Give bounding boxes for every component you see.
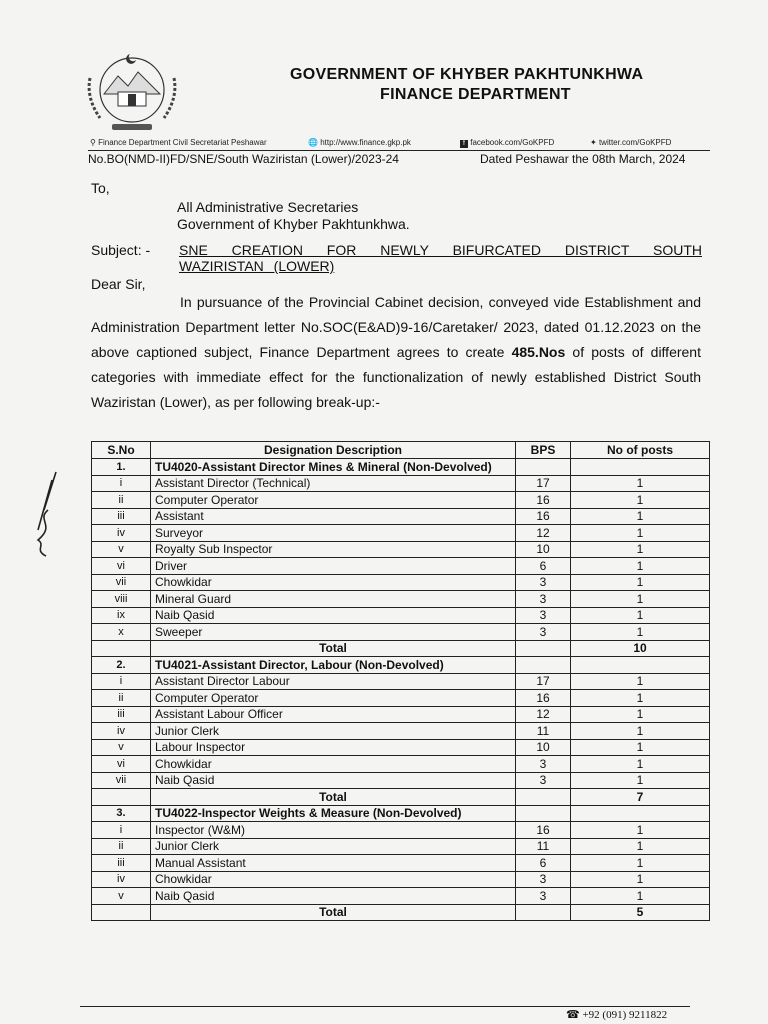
row-sno: iv xyxy=(92,871,151,888)
table-row xyxy=(92,888,710,905)
salutation: Dear Sir, xyxy=(91,276,146,292)
facebook-text: facebook.com/GoKPFD xyxy=(470,138,555,147)
header-department-title: FINANCE DEPARTMENT xyxy=(380,86,571,103)
row-posts: 1 xyxy=(571,574,710,591)
table-row xyxy=(92,541,710,558)
header-divider xyxy=(88,150,710,151)
twitter-icon: ✦ xyxy=(590,138,597,147)
row-sno: v xyxy=(92,541,151,558)
table-row xyxy=(92,772,710,789)
row-bps: 3 xyxy=(516,574,571,591)
row-posts: 1 xyxy=(571,756,710,773)
row-posts: 1 xyxy=(571,673,710,690)
row-sno: ix xyxy=(92,607,151,624)
row-designation: Computer Operator xyxy=(151,690,516,707)
row-bps: 11 xyxy=(516,723,571,740)
total-row xyxy=(92,904,710,921)
row-sno: ii xyxy=(92,838,151,855)
table-row xyxy=(92,558,710,575)
row-posts: 1 xyxy=(571,690,710,707)
row-posts: 1 xyxy=(571,624,710,641)
row-sno: ii xyxy=(92,690,151,707)
total-label: Total xyxy=(151,904,516,921)
twitter-row xyxy=(590,138,671,147)
dated-text: Dated Peshawar the 08th March, 2024 xyxy=(480,152,686,166)
row-posts: 1 xyxy=(571,508,710,525)
recipient-line2: Government of Khyber Pakhtunkhwa. xyxy=(177,216,410,232)
posts-breakup-table xyxy=(91,441,710,921)
address-text: Finance Department Civil Secretariat Peshawar xyxy=(98,138,267,147)
row-posts: 1 xyxy=(571,475,710,492)
row-designation: Computer Operator xyxy=(151,492,516,509)
table-row xyxy=(92,475,710,492)
row-designation: Naib Qasid xyxy=(151,888,516,905)
reference-number: No.BO(NMD-II)FD/SNE/South Waziristan (Lower)/2023-24 xyxy=(88,152,399,166)
row-sno: i xyxy=(92,475,151,492)
row-designation: Surveyor xyxy=(151,525,516,542)
table-row xyxy=(92,838,710,855)
row-sno: i xyxy=(92,822,151,839)
twitter-text: twitter.com/GoKPFD xyxy=(598,138,672,147)
section-posts-empty xyxy=(571,657,710,674)
table-row xyxy=(92,822,710,839)
row-bps: 16 xyxy=(516,508,571,525)
row-bps: 3 xyxy=(516,756,571,773)
section-row xyxy=(92,805,710,822)
row-bps: 3 xyxy=(516,888,571,905)
total-label: Total xyxy=(151,789,516,806)
row-sno: iii xyxy=(92,706,151,723)
section-bps-empty xyxy=(516,657,571,674)
row-designation: Mineral Guard xyxy=(151,591,516,608)
table-row xyxy=(92,723,710,740)
footer-phone xyxy=(566,1008,667,1021)
table-row xyxy=(92,492,710,509)
subject-text: SNE CREATION FOR NEWLY BIFURCATED DISTRICT SOUTH WAZIRISTAN (LOWER) xyxy=(179,242,702,274)
row-posts: 1 xyxy=(571,739,710,756)
phone-icon: ☎ xyxy=(566,1009,580,1021)
total-bps-empty xyxy=(516,640,571,657)
row-sno: vi xyxy=(92,558,151,575)
total-bps-empty xyxy=(516,789,571,806)
row-posts: 1 xyxy=(571,772,710,789)
row-bps: 16 xyxy=(516,822,571,839)
subject-label: Subject: - xyxy=(91,242,151,258)
row-posts: 1 xyxy=(571,838,710,855)
table-row xyxy=(92,855,710,872)
row-bps: 3 xyxy=(516,607,571,624)
total-bps-empty xyxy=(516,904,571,921)
row-designation: Chowkidar xyxy=(151,756,516,773)
total-sno-empty xyxy=(92,904,151,921)
section-row xyxy=(92,459,710,476)
row-bps: 16 xyxy=(516,492,571,509)
total-sno-empty xyxy=(92,789,151,806)
row-sno: iii xyxy=(92,855,151,872)
section-row xyxy=(92,657,710,674)
row-sno: iv xyxy=(92,723,151,740)
header-sno: S.No xyxy=(92,442,151,459)
header-government-title: GOVERNMENT OF KHYBER PAKHTUNKHWA xyxy=(290,66,644,83)
signature-icon xyxy=(26,470,66,560)
row-bps: 3 xyxy=(516,624,571,641)
row-designation: Manual Assistant xyxy=(151,855,516,872)
row-designation: Driver xyxy=(151,558,516,575)
section-title: TU4021-Assistant Director, Labour (Non-Devolved) xyxy=(151,657,516,674)
table-row xyxy=(92,690,710,707)
body-text-end: of posts of different categories with immediate effect for the functionalization of newly established District South Waziristan (Lower), as per following break-up:- xyxy=(91,344,701,410)
emblem-icon xyxy=(82,48,182,138)
table-row xyxy=(92,607,710,624)
body-text-start: In pursuance of the Provincial Cabinet decision, conveyed vide Establishment and Administration Department letter No.SOC(E&AD)9-16/Caretaker/ 2023, dated 01.12.2023 on the above captioned subject, Finance Department agrees to create xyxy=(91,294,701,360)
total-row xyxy=(92,640,710,657)
row-posts: 1 xyxy=(571,723,710,740)
posts-count: 485.Nos xyxy=(511,344,566,360)
row-bps: 10 xyxy=(516,541,571,558)
row-designation: Assistant Labour Officer xyxy=(151,706,516,723)
row-sno: vii xyxy=(92,574,151,591)
row-designation: Junior Clerk xyxy=(151,723,516,740)
row-bps: 17 xyxy=(516,475,571,492)
website-text: http://www.finance.gkp.pk xyxy=(320,138,411,147)
total-posts: 5 xyxy=(571,904,710,921)
row-posts: 1 xyxy=(571,871,710,888)
row-designation: Inspector (W&M) xyxy=(151,822,516,839)
section-title: TU4022-Inspector Weights & Measure (Non-Devolved) xyxy=(151,805,516,822)
table-row xyxy=(92,591,710,608)
row-bps: 16 xyxy=(516,690,571,707)
row-posts: 1 xyxy=(571,855,710,872)
row-designation: Junior Clerk xyxy=(151,838,516,855)
row-sno: iv xyxy=(92,525,151,542)
row-posts: 1 xyxy=(571,822,710,839)
total-sno-empty xyxy=(92,640,151,657)
row-sno: iii xyxy=(92,508,151,525)
row-bps: 12 xyxy=(516,525,571,542)
row-designation: Labour Inspector xyxy=(151,739,516,756)
row-sno: x xyxy=(92,624,151,641)
table-row xyxy=(92,706,710,723)
table-row xyxy=(92,756,710,773)
row-posts: 1 xyxy=(571,706,710,723)
total-posts: 10 xyxy=(571,640,710,657)
row-bps: 17 xyxy=(516,673,571,690)
location-pin-icon: ⚲ xyxy=(90,138,96,147)
row-posts: 1 xyxy=(571,591,710,608)
footer-divider xyxy=(80,1006,690,1007)
row-bps: 6 xyxy=(516,855,571,872)
row-sno: v xyxy=(92,888,151,905)
table-row xyxy=(92,508,710,525)
globe-icon: 🌐 xyxy=(308,138,318,147)
total-label: Total xyxy=(151,640,516,657)
section-title: TU4020-Assistant Director Mines & Mineral (Non-Devolved) xyxy=(151,459,516,476)
row-bps: 12 xyxy=(516,706,571,723)
facebook-row xyxy=(460,138,554,148)
row-bps: 6 xyxy=(516,558,571,575)
row-designation: Naib Qasid xyxy=(151,772,516,789)
row-designation: Chowkidar xyxy=(151,871,516,888)
row-posts: 1 xyxy=(571,888,710,905)
table-row xyxy=(92,673,710,690)
government-emblem xyxy=(82,48,182,138)
row-sno: viii xyxy=(92,591,151,608)
row-bps: 3 xyxy=(516,772,571,789)
recipient-line1: All Administrative Secretaries xyxy=(177,199,359,215)
section-bps-empty xyxy=(516,459,571,476)
header-designation: Designation Description xyxy=(151,442,516,459)
row-bps: 10 xyxy=(516,739,571,756)
phone-text: +92 (091) 9211822 xyxy=(582,1009,668,1021)
row-designation: Sweeper xyxy=(151,624,516,641)
section-bps-empty xyxy=(516,805,571,822)
row-posts: 1 xyxy=(571,541,710,558)
section-number: 3. xyxy=(92,805,151,822)
section-number: 2. xyxy=(92,657,151,674)
row-sno: ii xyxy=(92,492,151,509)
table-row xyxy=(92,574,710,591)
header-bps: BPS xyxy=(516,442,571,459)
section-posts-empty xyxy=(571,805,710,822)
row-sno: vi xyxy=(92,756,151,773)
row-designation: Royalty Sub Inspector xyxy=(151,541,516,558)
total-posts: 7 xyxy=(571,789,710,806)
table-row xyxy=(92,624,710,641)
table-header-row xyxy=(92,442,710,459)
row-bps: 11 xyxy=(516,838,571,855)
table-row xyxy=(92,739,710,756)
section-number: 1. xyxy=(92,459,151,476)
facebook-icon: f xyxy=(460,140,468,148)
row-designation: Assistant Director (Technical) xyxy=(151,475,516,492)
row-posts: 1 xyxy=(571,525,710,542)
row-designation: Naib Qasid xyxy=(151,607,516,624)
body-paragraph xyxy=(91,290,701,415)
row-designation: Chowkidar xyxy=(151,574,516,591)
row-bps: 3 xyxy=(516,591,571,608)
row-sno: i xyxy=(92,673,151,690)
row-posts: 1 xyxy=(571,492,710,509)
to-label: To, xyxy=(91,180,110,196)
section-posts-empty xyxy=(571,459,710,476)
row-designation: Assistant xyxy=(151,508,516,525)
header-posts: No of posts xyxy=(571,442,710,459)
total-row xyxy=(92,789,710,806)
row-designation: Assistant Director Labour xyxy=(151,673,516,690)
table-row xyxy=(92,525,710,542)
table-row xyxy=(92,871,710,888)
row-posts: 1 xyxy=(571,558,710,575)
row-posts: 1 xyxy=(571,607,710,624)
address-row xyxy=(90,138,267,147)
website-row xyxy=(308,138,411,147)
row-sno: v xyxy=(92,739,151,756)
row-sno: vii xyxy=(92,772,151,789)
signature xyxy=(26,470,66,565)
row-bps: 3 xyxy=(516,871,571,888)
